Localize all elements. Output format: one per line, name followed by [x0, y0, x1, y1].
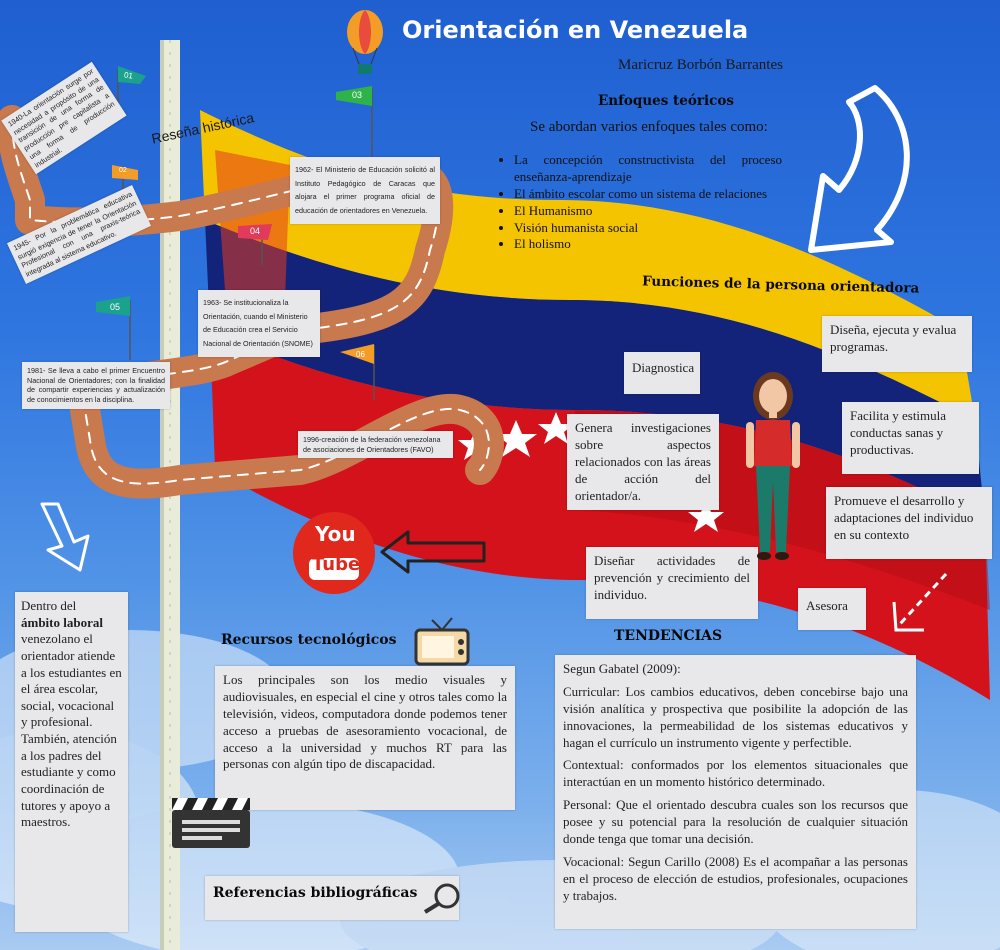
youtube-label-you: You [315, 522, 356, 546]
referencias-label: Referencias bibliográficas [213, 885, 418, 901]
tendencia-vocacional: Vocacional: Segun Carillo (2008) Es el acompañar a las personas en el proceso de elección de estudios, profesionales, ocupaciones y trabajos. [563, 853, 908, 903]
list-item: • El Humanismo [514, 203, 782, 220]
curved-arrow-icon [795, 80, 935, 260]
flag-label-04: 04 [250, 226, 261, 236]
page-title: Orientación en Venezuela [402, 16, 749, 44]
clapperboard-icon [168, 796, 254, 850]
dashed-arrow-icon [886, 568, 956, 640]
enfoques-intro: Se abordan varios enfoques tales como: [530, 119, 768, 135]
magnifier-icon [421, 880, 463, 916]
tendencia-personal: Personal: Que el orientado descubra cuales son los recursos que posee y su potencial para la resolución de cualquier situación donde tenga que tomar una decisión. [563, 797, 908, 847]
tendencia-contextual: Contextual: conformados por los elementos situacionales que interactúan en un momento histórico determinado. [563, 757, 908, 790]
funcion-disena: Diseña, ejecuta y evalua programas. [822, 316, 972, 372]
tv-icon [410, 612, 474, 668]
youtube-label-tube: Tube [312, 554, 361, 575]
hot-air-balloon-icon [343, 8, 387, 76]
left-arrow-icon [378, 528, 490, 576]
ambito-laboral-box: Dentro del ámbito laboral venezolano el orientador atiende a los estudiantes en el área escolar, social, vocacional y profesional. También, atención a los padres del estudiante y como coordinación de tutores y apoyo a maestros. [15, 592, 128, 932]
counselor-figure-icon [742, 362, 804, 572]
flag-label-06: 06 [356, 350, 365, 359]
funcion-diagnostica: Diagnostica [624, 352, 700, 394]
timeline-box-1940: 1940-La orientación surge por necesidad a propósito de una transición de una forma de producción pre capitalista a una forma de producción industrial. [1, 62, 127, 175]
funcion-facilita: Facilita y estimula conductas sanas y productivas. [842, 402, 979, 474]
funcion-disenar: Diseñar actividades de prevención y crecimiento del individuo. [586, 547, 758, 619]
flag-label-03: 03 [352, 90, 363, 100]
tendencias-heading: TENDENCIAS [614, 628, 723, 644]
timeline-box-1962: 1962- El Ministerio de Educación solicitó al Instituto Pedagógico de Caracas que alojara el primer programa oficial de educación de orientadores en Venezuela. [290, 157, 440, 224]
list-item: • La concepción constructivista del proceso enseñanza-aprendizaje [514, 152, 782, 186]
funcion-genera: Genera investigaciones sobre aspectos relacionados con las áreas de acción del orientador/a. [567, 414, 719, 510]
list-item: • El ámbito escolar como un sistema de relaciones [514, 186, 782, 203]
enfoques-list [500, 152, 782, 253]
flag-label-05: 05 [110, 302, 121, 312]
list-item: • Visión humanista social [514, 220, 782, 237]
resena-historica-label: Reseña histórica [150, 109, 256, 147]
recursos-box: Los principales son los medio visuales y audiovisuales, en especial el cine y otros tales como la televisión, videos, computadora donde podemos tener acceso a pruebas de asesoramiento vocacional, de acceso a la universidad y muchos RT para las personas con algún tipo de discapacidad. [215, 666, 515, 810]
timeline-box-1963: 1963- Se institucionaliza la Orientación, cuando el Ministerio de Educación crea el Servicio Nacional de Orientación (SNOME) [198, 290, 320, 357]
tendencias-intro: Segun Gabatel (2009): [563, 661, 681, 676]
timeline-box-1945: 1945- Por la problemática educativa surgió exigencia de tener la Orientación Profesional con una praxis-teórica integrada al sistema educativo. [7, 185, 151, 284]
tendencia-curricular: Curricular: Los cambios educativos, deben concebirse bajo una visión analítica y prospectiva que posibilite la adopción de las innovaciones, la permeabilidad de los sistemas educativos y hagan el currículo un instrumento vigente y perfectible. [563, 683, 908, 750]
funcion-asesora: Asesora [798, 588, 866, 630]
timeline-box-1996: 1996-creación de la federación venezolana de asociaciones de Orientadores (FAVO) [298, 431, 453, 458]
recursos-heading: Recursos tecnológicos [221, 632, 397, 648]
funciones-heading: Funciones de la persona orientadora [641, 273, 920, 297]
referencias-box[interactable] [205, 876, 459, 920]
down-arrow-icon [30, 500, 100, 575]
tendencias-box [555, 655, 916, 929]
flag-label-01: 01 [123, 70, 134, 81]
funcion-promueve: Promueve el desarrollo y adaptaciones del individuo en su contexto [826, 487, 992, 559]
author-name: Maricruz Borbón Barrantes [618, 57, 783, 73]
flag-label-02: 02 [119, 167, 127, 174]
timeline-box-1981: 1981- Se lleva a cabo el primer Encuentro Nacional de Orientadores; con la finalidad de compartir experiencias y actualización de conocimientos en la disciplina. [22, 362, 170, 409]
enfoques-heading: Enfoques teóricos [598, 93, 734, 109]
list-item: • El holismo [514, 236, 782, 253]
